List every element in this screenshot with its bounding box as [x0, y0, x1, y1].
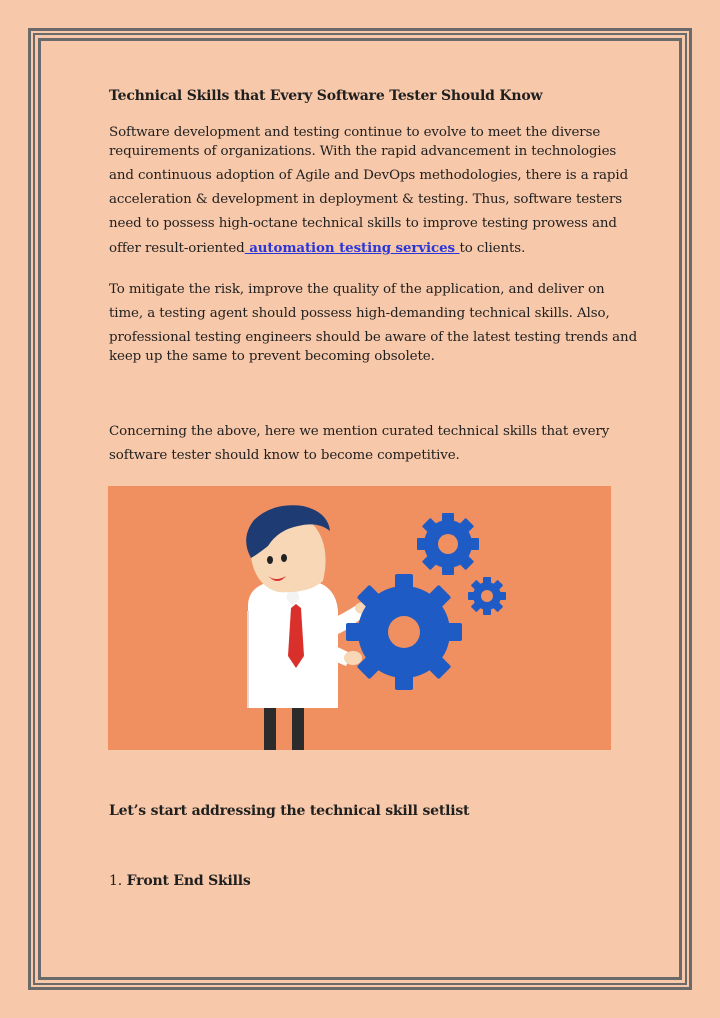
- paragraph-line: keep up the same to prevent becoming obsolete.: [109, 349, 435, 364]
- paragraph-risk: [109, 278, 638, 369]
- tester-gears-illustration: [108, 486, 611, 750]
- list-number: 1.: [109, 873, 122, 889]
- document-title: Technical Skills that Every Software Tester Should Know: [109, 88, 543, 104]
- paragraph-line: software tester should know to become competitive.: [109, 448, 460, 463]
- paragraph-line: Concerning the above, here we mention curated technical skills that every: [109, 424, 610, 439]
- paragraph-text: to clients.: [459, 241, 526, 256]
- automation-testing-services-link[interactable]: automation testing services: [244, 240, 460, 256]
- paragraph-line: need to possess high-octane technical skills to improve testing prowess and: [109, 216, 617, 231]
- paragraph-line: To mitigate the risk, improve the quality of the application, and deliver on: [109, 282, 605, 297]
- small-gear-icon: [468, 577, 506, 615]
- section-heading: Let’s start addressing the technical skill setlist: [109, 803, 470, 819]
- large-gear-icon: [346, 574, 462, 690]
- paragraph-line: time, a testing agent should possess high-demanding technical skills. Also,: [109, 306, 610, 321]
- paragraph-text: offer result-oriented: [109, 241, 245, 256]
- paragraph-intro: [109, 121, 629, 261]
- paragraph-line: professional testing engineers should be aware of the latest testing trends and: [109, 330, 638, 345]
- paragraph-line: requirements of organizations. With the rapid advancement in technologies: [109, 144, 617, 159]
- character-head: [246, 505, 330, 592]
- character-legs: [264, 701, 304, 750]
- paragraph-line: [109, 236, 619, 261]
- paragraph-line: acceleration & development in deployment & testing. Thus, software testers: [109, 192, 623, 207]
- paragraph-concerning: [109, 420, 619, 468]
- paragraph-line: Software development and testing continue to evolve to meet the diverse: [109, 125, 601, 140]
- paragraph-line: and continuous adoption of Agile and DevOps methodologies, there is a rapid: [109, 168, 629, 183]
- list-item-front-end-skills: [109, 873, 251, 889]
- list-label: Front End Skills: [126, 873, 251, 889]
- medium-gear-icon: [417, 513, 479, 575]
